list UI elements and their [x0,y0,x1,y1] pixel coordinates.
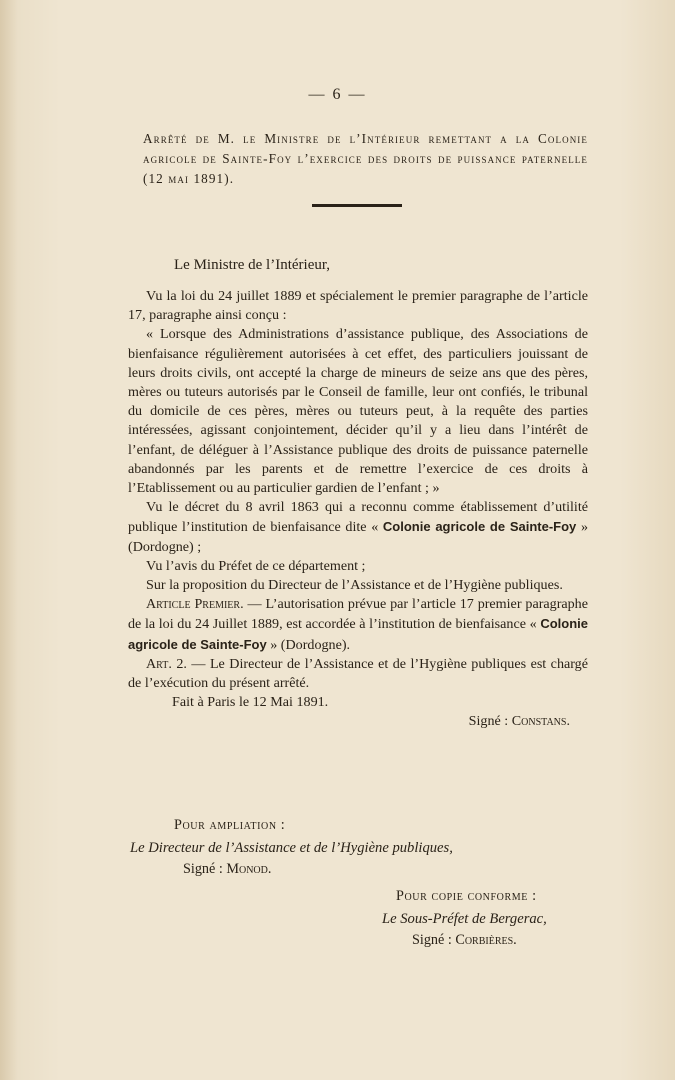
signer-name: Monod. [226,861,272,877]
paragraph-loi: Vu la loi du 24 juillet 1889 et spécialement le premier paragraphe de l’article 17, paragraphe ainsi conçu : [128,288,588,324]
signature-constans [128,712,588,731]
decree-body [128,287,588,732]
article-2-text: — Le Directeur de l’Assistance et de l’Hygiène publiques est chargé de l’exécution du présent arrêté. [128,655,588,692]
ampliation-label: Pour ampliation : [174,817,286,833]
colonie-name: Colonie agricole de Sainte-Foy [128,616,588,652]
fait-a-paris: Fait à Paris le 12 Mai 1891. [172,694,329,711]
article-1-text-end: » (Dordogne). [270,636,351,653]
paragraph-article-1 [128,595,588,655]
signature-monod [183,858,271,880]
signe-label: Signé : [468,713,509,730]
decret-text-end: » (Dordogne) ; [128,519,588,555]
separator-rule [312,204,402,207]
paragraph-citation: « Lorsque des Administrations d’assistance publique, des Associations de bienfaisance régulièrement autorisées à cet effet, des particuliers jouissant de leurs droits civils, ont accepté la charge de mineurs de seize ans que des pères, mères ou tuteurs autorisés par le Conseil de famille, leur ont confiés, le tribunal du domicile de ces pères, mères ou tuteurs peut, à la requête des parties intéressées, agissant conjointement, décider qu’il y a lieu dans l’intérêt de l’enfant, de déléguer à l’Assistance publique des droits de puissance paternelle abandonnés par les parents et de remettre l’exercice de ces droits à l’Etablissement ou au particulier gardien de l’enfant ; » [128,326,588,497]
signer-name: Corbières. [455,932,517,948]
page-number: — 6 — [308,86,367,103]
decree-heading: Arrêté de M. le Ministre de l’Intérieur remettant a la Colonie agricole de Sainte-Foy l’exercice des droits de puissance paternelle (12 mai 1891). [143,131,588,186]
paragraph-decret [128,498,588,557]
signe-label: Signé : [412,932,452,948]
signe-label: Signé : [183,861,223,877]
ampliation-title: Le Directeur de l’Assistance et de l’Hygiène publiques, [130,840,453,856]
article-1-text: — L’autorisation prévue par l’article 17 premier paragraphe de la loi du 24 Juillet 1889, est accordée à l’institution de bienfaisance « [128,596,588,633]
colonie-name: Colonie agricole de Sainte-Foy [382,519,577,535]
signer-name: Constans. [511,713,570,730]
article-2-label: Art. 2. [146,655,187,672]
signature-corbieres [412,929,517,951]
decret-text: Vu le décret du 8 avril 1863 qui a reconnu comme établissement d’utilité publique l’institution de bienfaisance dite « [128,499,588,536]
paragraph-proposition: Sur la proposition du Directeur de l’Assistance et de l’Hygiène publiques. [146,577,563,594]
salutation: Le Ministre de l’Intérieur, [174,257,331,273]
article-1-label: Article Premier. [146,596,244,613]
paragraph-avis: Vu l’avis du Préfet de ce département ; [146,557,366,574]
copie-label: Pour copie conforme : [396,888,537,904]
paragraph-article-2 [128,655,588,693]
copie-title: Le Sous-Préfet de Bergerac, [382,911,547,927]
